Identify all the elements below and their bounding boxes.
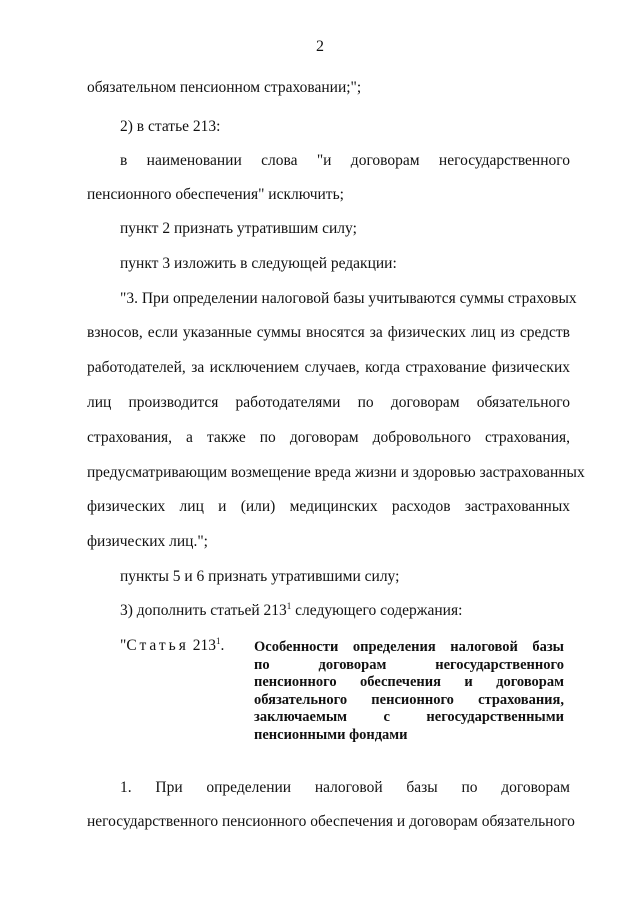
article-title-line: по договорам негосударственного	[254, 656, 564, 673]
page-number: 2	[316, 38, 324, 55]
article-word: Статья	[126, 637, 189, 654]
text-line: пункт 2 признать утратившим силу;	[120, 220, 357, 237]
text-line: физических лиц.";	[87, 533, 208, 550]
article-title-line: обязательного пенсионного страхования,	[254, 691, 564, 708]
article-superscript: 1	[216, 635, 221, 646]
article-title-line: Особенности определения налоговой базы	[254, 639, 564, 655]
text-line: работодателей, за исключением случаев, когда страхование физических	[87, 359, 570, 376]
article-label	[120, 637, 224, 655]
text-line: взносов, если указанные суммы вносятся за физических лиц из средств	[87, 324, 570, 341]
text-line: лиц производится работодателями по договорам обязательного	[87, 394, 570, 411]
article-number: 213	[188, 637, 217, 654]
text-line: физических лиц и (или) медицинских расходов застрахованных	[87, 498, 570, 515]
text-line: пенсионного обеспечения" исключить;	[87, 186, 344, 203]
article-title	[254, 639, 564, 744]
article-dot: .	[220, 637, 225, 654]
text-line: 1. При определении налоговой базы по договорам	[120, 779, 570, 796]
superscript: 1	[286, 600, 292, 611]
article-quote: "	[120, 637, 127, 654]
text-line: пункты 5 и 6 признать утратившими силу;	[120, 568, 400, 585]
article-title-line: пенсионного обеспечения и договорам	[254, 674, 564, 690]
text-line: в наименовании слова "и договорам негосударственного	[120, 152, 570, 169]
text-line: "3. При определении налоговой базы учитываются суммы страховых	[120, 290, 577, 307]
text-line: предусматривающим возмещение вреда жизни и здоровью застрахованных	[87, 464, 585, 481]
text-line: обязательном пенсионном страховании;";	[87, 79, 362, 96]
text-fragment: 3) дополнить статьей 213	[120, 602, 287, 619]
text-fragment: следующего содержания:	[291, 602, 463, 619]
text-line	[120, 600, 570, 622]
article-title-line: пенсионными фондами	[254, 726, 408, 743]
text-line: негосударственного пенсионного обеспечения и договорам обязательного	[87, 813, 575, 830]
article-title-line: заключаемым с негосударственными	[254, 709, 564, 725]
text-line: 2) в статье 213:	[120, 118, 221, 135]
text-line: пункт 3 изложить в следующей редакции:	[120, 255, 397, 272]
text-line: страхования, а также по договорам добровольного страхования,	[87, 429, 570, 446]
